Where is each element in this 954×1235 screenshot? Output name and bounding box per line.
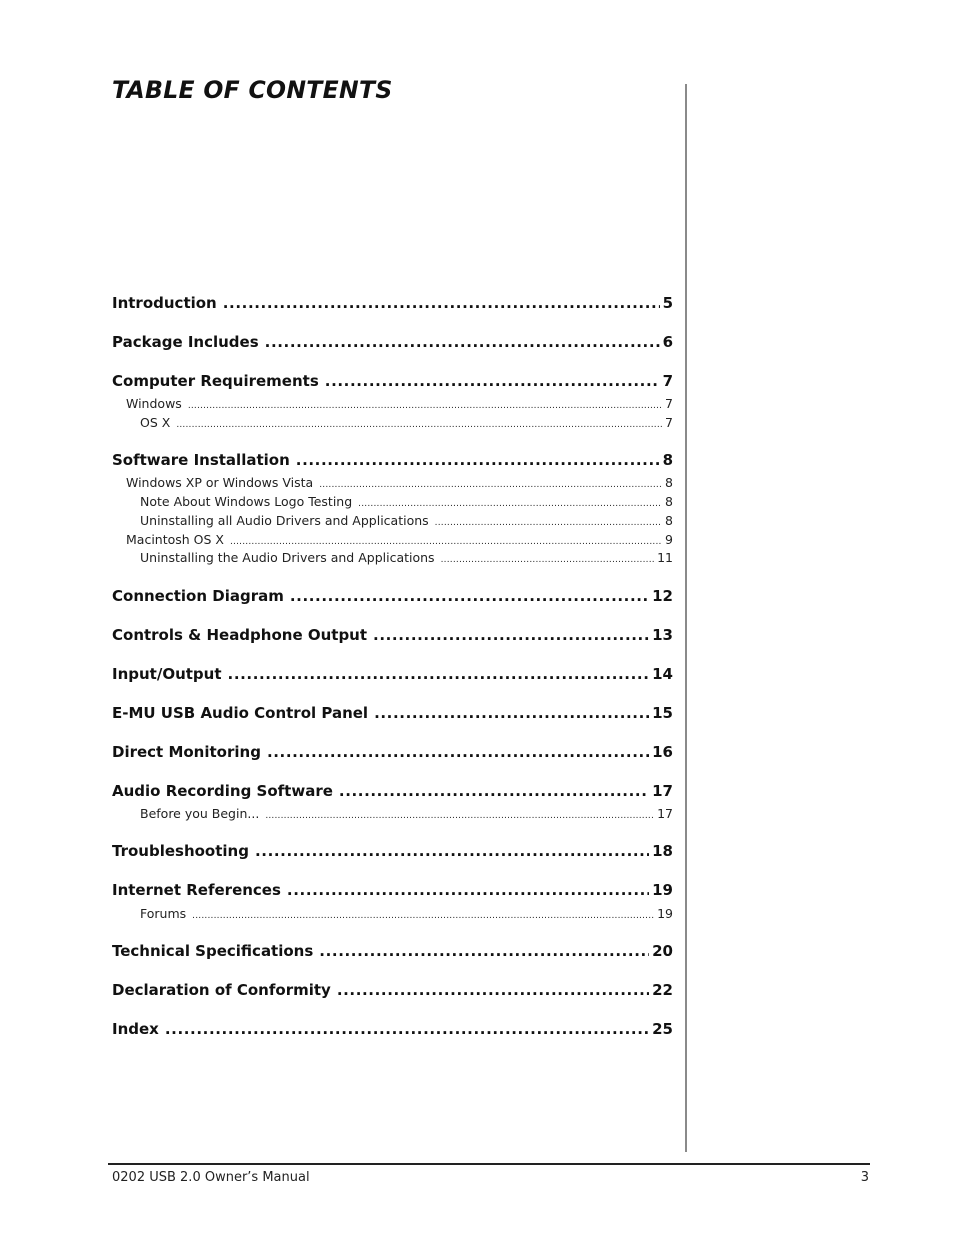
toc-leader-dots [435,514,662,532]
toc-entry[interactable] [112,880,673,900]
toc-entry-page: 17 [652,782,673,800]
toc-entry-label: Index [112,1020,159,1038]
table-of-contents [112,0,673,1100]
toc-leader-dots [188,397,662,415]
toc-entry[interactable] [112,371,673,391]
toc-entry-page: 8 [665,494,673,509]
toc-entry-page: 7 [662,372,673,390]
toc-entry[interactable] [112,664,673,684]
footer-rule [108,1163,870,1165]
toc-entry-page: 7 [665,415,673,430]
toc-entry-label: Uninstalling the Audio Drivers and Applications [140,550,435,565]
toc-entry[interactable] [112,1019,673,1039]
toc-entry-label: Direct Monitoring [112,743,261,761]
toc-entry-label: E-MU USB Audio Control Panel [112,704,369,722]
toc-subentry[interactable] [112,549,673,567]
toc-entry-label: Package Includes [112,333,259,351]
toc-entry-label: Declaration of Conformity [112,981,331,999]
toc-entry-page: 22 [652,981,673,999]
toc-entry[interactable] [112,980,673,1000]
toc-entry-label: Troubleshooting [112,842,249,860]
toc-entry-label: Windows [126,396,182,411]
toc-entry-page: 6 [662,333,673,351]
toc-entry-label: Before you Begin... [140,806,260,821]
toc-entry[interactable] [112,941,673,961]
toc-entry-page: 8 [665,513,673,528]
toc-subentry[interactable] [112,531,673,549]
toc-subentry[interactable] [112,493,673,511]
toc-leader-dots [319,941,649,961]
toc-entry-page: 19 [652,881,673,899]
toc-leader-dots [223,293,660,313]
toc-leader-dots [267,742,649,762]
toc-entry-label: Technical Specifications [112,942,314,960]
toc-entry[interactable] [112,625,673,645]
toc-entry-label: Computer Requirements [112,372,319,390]
toc-entry-page: 18 [652,842,673,860]
toc-subentry[interactable] [112,512,673,530]
toc-entry-page: 7 [665,396,673,411]
page-title: TABLE OF CONTENTS [112,76,393,104]
toc-entry-page: 14 [652,665,673,683]
toc-entry-page: 17 [657,806,673,821]
toc-subentry[interactable] [112,905,673,923]
toc-entry-page: 25 [652,1020,673,1038]
toc-leader-dots [441,551,655,569]
toc-leader-dots [165,1019,649,1039]
toc-entry-label: Uninstalling all Audio Drivers and Applications [140,513,429,528]
toc-leader-dots [228,664,650,684]
toc-entry[interactable] [112,586,673,606]
toc-leader-dots [358,495,662,513]
toc-entry-page: 11 [657,550,673,565]
toc-entry[interactable] [112,293,673,313]
toc-leader-dots [287,880,649,900]
toc-entry-label: Internet References [112,881,281,899]
toc-leader-dots [339,781,649,801]
toc-entry-label: Connection Diagram [112,587,284,605]
toc-entry-label: Windows XP or Windows Vista [126,475,314,490]
toc-leader-dots [319,476,662,494]
toc-entry[interactable] [112,742,673,762]
toc-entry[interactable] [112,450,673,470]
toc-entry-page: 12 [652,587,673,605]
toc-entry-page: 16 [652,743,673,761]
toc-subentry[interactable] [112,805,673,823]
toc-entry-label: Input/Output [112,665,222,683]
toc-entry-page: 8 [662,451,673,469]
toc-entry-label: Introduction [112,294,217,312]
toc-entry-label: Note About Windows Logo Testing [140,494,353,509]
toc-entry[interactable] [112,841,673,861]
toc-leader-dots [325,371,660,391]
toc-subentry[interactable] [112,414,673,432]
toc-subentry[interactable] [112,474,673,492]
toc-leader-dots [176,416,662,434]
toc-entry-page: 5 [662,294,673,312]
toc-entry-page: 13 [652,626,673,644]
toc-leader-dots [290,586,649,606]
toc-entry-page: 9 [665,532,673,547]
toc-entry[interactable] [112,332,673,352]
toc-entry-page: 8 [665,475,673,490]
toc-entry-page: 19 [657,906,673,921]
toc-entry-label: Controls & Headphone Output [112,626,368,644]
toc-leader-dots [337,980,649,1000]
footer-page-number: 3 [860,1170,869,1185]
toc-leader-dots [265,332,660,352]
toc-entry[interactable] [112,703,673,723]
toc-entry[interactable] [112,781,673,801]
toc-leader-dots [255,841,649,861]
toc-entry-label: Macintosh OS X [126,532,224,547]
toc-entry-label: Forums [140,906,187,921]
toc-leader-dots [296,450,660,470]
toc-leader-dots [374,703,649,723]
toc-entry-label: Software Installation [112,451,290,469]
toc-entry-label: OS X [140,415,171,430]
toc-leader-dots [265,807,654,825]
toc-subentry[interactable] [112,395,673,413]
toc-entry-label: Audio Recording Software [112,782,333,800]
footer-document-title: 0202 USB 2.0 Owner’s Manual [112,1170,310,1185]
toc-leader-dots [192,907,654,925]
toc-entry-page: 20 [652,942,673,960]
toc-entry-page: 15 [652,704,673,722]
vertical-divider [685,84,687,1152]
toc-leader-dots [373,625,649,645]
